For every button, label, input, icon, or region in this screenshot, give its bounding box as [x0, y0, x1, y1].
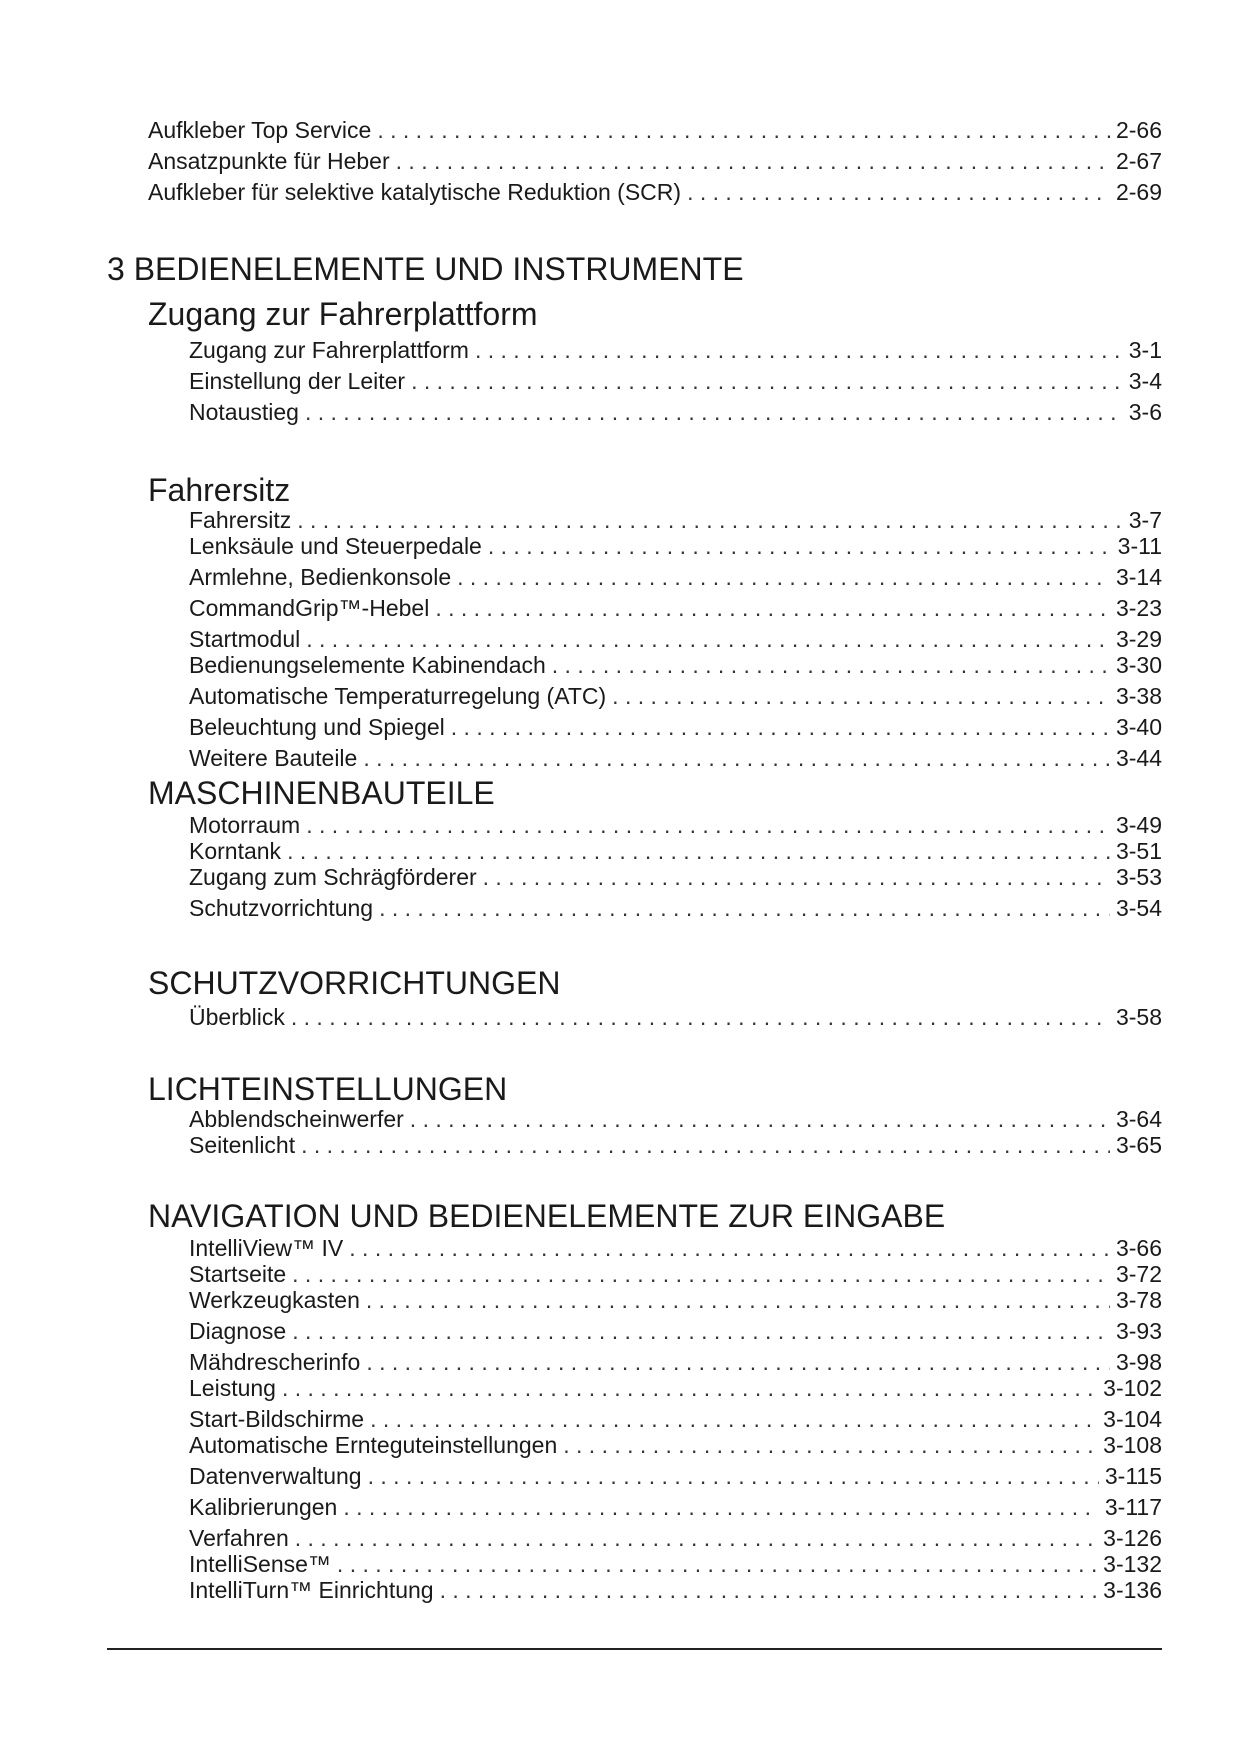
chapter-title: 3 BEDIENELEMENTE UND INSTRUMENTE — [107, 251, 744, 287]
toc-entry-label: Startmodul — [189, 626, 301, 652]
dot-leader — [337, 1550, 1097, 1578]
dot-leader — [366, 1286, 1110, 1314]
dot-leader — [306, 811, 1110, 839]
toc-entry-page: 3-44 — [1115, 745, 1162, 771]
section-title: Fahrersitz — [148, 472, 291, 508]
toc-entry-label: Werkzeugkasten — [189, 1287, 360, 1313]
dot-leader — [563, 1431, 1097, 1459]
toc-entry-label: Lenksäule und Steuerpedale — [189, 533, 482, 559]
toc-entry[interactable] — [189, 1431, 1162, 1459]
toc-entry-label: IntelliSense™ — [189, 1551, 331, 1577]
toc-entry-label: Automatische Ernteguteinstellungen — [189, 1432, 558, 1458]
toc-entry-label: Motorraum — [189, 812, 301, 838]
toc-entry-page: 3-66 — [1115, 1235, 1162, 1261]
dot-leader — [282, 1374, 1097, 1402]
toc-entry-label: Beleuchtung und Spiegel — [189, 714, 445, 740]
toc-entry-page: 3-23 — [1115, 595, 1162, 621]
toc-entry[interactable] — [189, 532, 1162, 560]
toc-entry-label: Fahrersitz — [189, 507, 292, 533]
toc-entry[interactable] — [189, 367, 1162, 395]
toc-entry-page: 3-117 — [1104, 1494, 1162, 1520]
toc-entry-page: 3-72 — [1115, 1261, 1162, 1287]
section-title: LICHTEINSTELLUNGEN — [148, 1071, 508, 1107]
toc-entry-page: 3-40 — [1115, 714, 1162, 740]
toc-entry-page: 3-38 — [1115, 683, 1162, 709]
toc-entry-label: Start-Bildschirme — [189, 1406, 365, 1432]
toc-entry[interactable] — [189, 594, 1162, 622]
toc-entry-page: 3-4 — [1128, 368, 1162, 394]
toc-entry-page: 3-29 — [1115, 626, 1162, 652]
toc-entry-page: 3-98 — [1115, 1349, 1162, 1375]
section-title: SCHUTZVORRICHTUNGEN — [148, 965, 561, 1001]
toc-entry[interactable] — [189, 1003, 1162, 1031]
toc-entry[interactable] — [189, 837, 1162, 865]
dot-leader — [343, 1493, 1099, 1521]
toc-entry[interactable] — [189, 563, 1162, 591]
toc-entry-label: Armlehne, Bedienkonsole — [189, 564, 452, 590]
section-title: MASCHINENBAUTEILE — [148, 775, 495, 811]
toc-entry-page: 3-11 — [1117, 533, 1162, 559]
dot-leader — [306, 625, 1110, 653]
toc-entry[interactable] — [148, 178, 1162, 206]
toc-entry-label: Diagnose — [189, 1318, 287, 1344]
dot-leader — [379, 894, 1110, 922]
toc-entry-label: Zugang zum Schrägförderer — [189, 864, 477, 890]
toc-entry-label: Seitenlicht — [189, 1132, 296, 1158]
toc-entry-page: 3-54 — [1115, 895, 1162, 921]
toc-entry[interactable] — [189, 1286, 1162, 1314]
dot-leader — [305, 398, 1123, 426]
toc-entry-label: Mähdrescherinfo — [189, 1349, 361, 1375]
toc-entry[interactable] — [189, 1234, 1162, 1262]
toc-entry[interactable] — [189, 863, 1162, 891]
toc-entry[interactable] — [189, 336, 1162, 364]
toc-entry-page: 3-49 — [1115, 812, 1162, 838]
toc-entry[interactable] — [189, 1405, 1162, 1433]
toc-entry-label: Automatische Temperaturregelung (ATC) — [189, 683, 607, 709]
dot-leader — [377, 116, 1110, 144]
toc-entry[interactable] — [189, 1576, 1162, 1604]
toc-entry-label: Schutzvorrichtung — [189, 895, 374, 921]
toc-entry-page: 3-104 — [1103, 1406, 1162, 1432]
dot-leader — [435, 594, 1110, 622]
toc-entry[interactable] — [189, 894, 1162, 922]
toc-entry-label: Abblendscheinwerfer — [189, 1106, 404, 1132]
toc-entry-page: 3-58 — [1115, 1004, 1162, 1030]
toc-entry-page: 3-108 — [1103, 1432, 1162, 1458]
toc-entry-page: 3-65 — [1115, 1132, 1162, 1158]
section-title: NAVIGATION UND BEDIENELEMENTE ZUR EINGABE — [148, 1198, 946, 1234]
toc-entry-label: Aufkleber Top Service — [148, 117, 372, 143]
toc-entry[interactable] — [189, 1317, 1162, 1345]
toc-entry[interactable] — [189, 506, 1162, 534]
toc-entry-page: 2-67 — [1115, 148, 1162, 174]
dot-leader — [475, 336, 1123, 364]
dot-leader — [366, 1348, 1110, 1376]
toc-entry[interactable] — [189, 682, 1162, 710]
toc-entry-label: Kalibrierungen — [189, 1494, 338, 1520]
toc-entry-page: 3-53 — [1115, 864, 1162, 890]
toc-entry[interactable] — [189, 1493, 1162, 1521]
toc-entry[interactable] — [189, 744, 1162, 772]
toc-entry-page: 3-1 — [1128, 337, 1162, 363]
toc-entry-page: 3-132 — [1103, 1551, 1162, 1577]
toc-entry-page: 3-136 — [1103, 1577, 1162, 1603]
toc-entry[interactable] — [189, 1550, 1162, 1578]
toc-entry[interactable] — [189, 1105, 1162, 1133]
dot-leader — [292, 1317, 1110, 1345]
toc-entry[interactable] — [148, 147, 1162, 175]
toc-entry-label: Bedienungselemente Kabinendach — [189, 652, 546, 678]
toc-entry-page: 3-64 — [1115, 1106, 1162, 1132]
toc-entry-page: 3-14 — [1115, 564, 1162, 590]
toc-entry-page: 3-102 — [1103, 1375, 1162, 1401]
section-title: Zugang zur Fahrerplattform — [148, 296, 538, 332]
dot-leader — [291, 1003, 1110, 1031]
toc-entry-page: 3-93 — [1115, 1318, 1162, 1344]
toc-entry-label: Aufkleber für selektive katalytische Reduktion (SCR) — [148, 179, 682, 205]
toc-entry-page: 2-69 — [1115, 179, 1162, 205]
toc-entry[interactable] — [189, 1524, 1162, 1552]
toc-entry-label: Startseite — [189, 1261, 287, 1287]
footer-rule — [107, 1648, 1162, 1650]
toc-entry-label: Einstellung der Leiter — [189, 368, 406, 394]
toc-entry[interactable] — [148, 116, 1162, 144]
dot-leader — [349, 1234, 1110, 1262]
toc-entry[interactable] — [189, 651, 1162, 679]
toc-entry-label: Weitere Bauteile — [189, 745, 358, 771]
toc-entry[interactable] — [189, 713, 1162, 741]
dot-leader — [457, 563, 1110, 591]
toc-entry-label: CommandGrip™-Hebel — [189, 595, 430, 621]
toc-entry-page: 3-78 — [1115, 1287, 1162, 1313]
toc-entry[interactable] — [189, 1348, 1162, 1376]
dot-leader — [552, 651, 1110, 679]
toc-entry-label: Leistung — [189, 1375, 276, 1401]
toc-entry[interactable] — [189, 1462, 1162, 1490]
dot-leader — [301, 1131, 1110, 1159]
toc-entry-label: Korntank — [189, 838, 282, 864]
toc-entry[interactable] — [189, 625, 1162, 653]
dot-leader — [363, 744, 1110, 772]
toc-entry[interactable] — [189, 1260, 1162, 1288]
toc-entry[interactable] — [189, 398, 1162, 426]
dot-leader — [411, 367, 1123, 395]
toc-entry-label: Datenverwaltung — [189, 1463, 362, 1489]
toc-entry-label: Verfahren — [189, 1525, 289, 1551]
dot-leader — [297, 506, 1123, 534]
toc-entry-page: 3-51 — [1115, 838, 1162, 864]
toc-entry-label: IntelliTurn™ Einrichtung — [189, 1577, 434, 1603]
toc-entry-page: 3-6 — [1128, 399, 1162, 425]
toc-entry-label: Zugang zur Fahrerplattform — [189, 337, 469, 363]
dot-leader — [483, 863, 1110, 891]
dot-leader — [295, 1524, 1097, 1552]
toc-entry-label: Ansatzpunkte für Heber — [148, 148, 390, 174]
toc-entry-label: IntelliView™ IV — [189, 1235, 344, 1261]
toc-entry-page: 2-66 — [1115, 117, 1162, 143]
dot-leader — [488, 532, 1112, 560]
toc-entry-page: 3-126 — [1103, 1525, 1162, 1551]
dot-leader — [370, 1405, 1097, 1433]
dot-leader — [451, 713, 1110, 741]
toc-entry-label: Notaustieg — [189, 399, 299, 425]
toc-entry-page: 3-7 — [1128, 507, 1162, 533]
dot-leader — [612, 682, 1110, 710]
dot-leader — [687, 178, 1110, 206]
toc-entry[interactable] — [189, 1131, 1162, 1159]
toc-entry-page: 3-30 — [1115, 652, 1162, 678]
dot-leader — [368, 1462, 1099, 1490]
toc-entry[interactable] — [189, 811, 1162, 839]
toc-entry[interactable] — [189, 1374, 1162, 1402]
toc-entry-label: Überblick — [189, 1004, 285, 1030]
dot-leader — [396, 147, 1110, 175]
dot-leader — [292, 1260, 1110, 1288]
dot-leader — [287, 837, 1110, 865]
toc-entry-page: 3-115 — [1104, 1463, 1162, 1489]
dot-leader — [440, 1576, 1098, 1604]
dot-leader — [410, 1105, 1110, 1133]
